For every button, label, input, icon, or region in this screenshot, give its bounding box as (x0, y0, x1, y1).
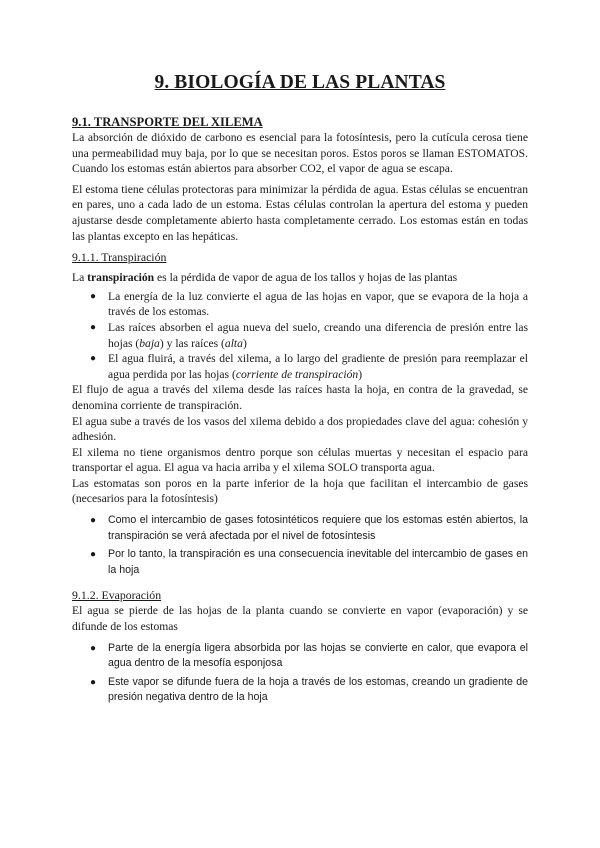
list-item: ● Como el intercambio de gases fotosintéticos requiere que los estomas estén abiertos, la transpiración se verá afectada por el nivel de fotosíntesis (90, 514, 528, 542)
bullet-icon: ● (90, 642, 97, 654)
list-item: ● El agua fluirá, a través del xilema, a lo largo del gradiente de presión para reemplazar el agua perdida por las hojas (corriente de transpiración) (90, 352, 528, 381)
bullet-icon: ● (90, 549, 97, 561)
bullet-list (72, 641, 528, 706)
paragraph: El xilema no tiene organismos dentro porque son células muertas y necesitan el espacio para transportar el agua. El agua va hacia arriba y el xilema SOLO transporta agua. (72, 445, 528, 475)
subsection-heading: 9.1.2. Evaporación (72, 588, 162, 603)
paragraph: La absorción de dióxido de carbono es esencial para la fotosíntesis, pero la cutícula cerosa tiene una permeabilidad muy baja, por lo que se necesitan poros. Estos poros se llaman ESTOMATOS. Cuando los estomas están abiertos para absorber CO2, el vapor de agua se escapa. (72, 131, 528, 176)
list-item: ● Este vapor se difunde fuera de la hoja a través de los estomas, creando un gradiente de presión negativa dentro de la hoja (90, 675, 528, 704)
bullet-icon: ● (90, 676, 97, 688)
bullet-icon: ● (90, 353, 97, 365)
list-item: ● Parte de la energía ligera absorbida por las hojas se convierte en calor, que evapora el agua dentro de la mesofía esponjosa (90, 641, 528, 670)
bullet-list (72, 513, 528, 578)
bullet-icon: ● (90, 321, 97, 333)
paragraph: El agua sube a través de los vasos del xilema debido a dos propiedades clave del agua: cohesión y adhesión. (72, 414, 528, 444)
bullet-list (72, 289, 528, 383)
paragraph: El flujo de agua a través del xilema desde las raíces hasta la hoja, en contra de la gravedad, se denomina corriente de transpiración. (72, 383, 528, 412)
paragraph: El estoma tiene células protectoras para minimizar la pérdida de agua. Estas células se encuentran en pares, uno a cada lado de un estoma. Estas células controlan la apertura del estoma y pueden ajustarse desde completamente abierto hasta completamente cerrado. Los estomas están en todas las plantas excepto en las hepáticas. (72, 182, 528, 243)
paragraph: El agua se pierde de las hojas de la planta cuando se convierte en vapor (evaporación) y se difunde de los estomas (72, 604, 528, 634)
paragraph: La transpiración es la pérdida de vapor de agua de los tallos y hojas de las plantas (72, 271, 458, 285)
subsection-heading: 9.1.1. Transpiración (72, 250, 167, 265)
bullet-icon: ● (90, 515, 97, 527)
bullet-icon: ● (90, 290, 97, 302)
section-heading: 9.1. TRANSPORTE DEL XILEMA (72, 115, 263, 129)
document-body (72, 114, 528, 709)
bold-term: transpiración (87, 271, 155, 285)
paragraph: Las estomatas son poros en la parte inferior de la hoja que facilitan el intercambio de gases (necesarios para la fotosíntesis) (72, 476, 528, 506)
list-item: ● Por lo tanto, la transpiración es una consecuencia inevitable del intercambio de gases en la hoja (90, 548, 528, 576)
list-item: ● La energía de la luz convierte el agua de las hojas en vapor, que se evapora de la hoja a través de los estomas. (90, 289, 528, 319)
list-item: ● Las raíces absorben el agua nueva del suelo, creando una diferencia de presión entre las hojas (baja) y las raíces (alta) (90, 320, 528, 350)
page-title: 9. BIOLOGÍA DE LAS PLANTAS (154, 72, 446, 93)
